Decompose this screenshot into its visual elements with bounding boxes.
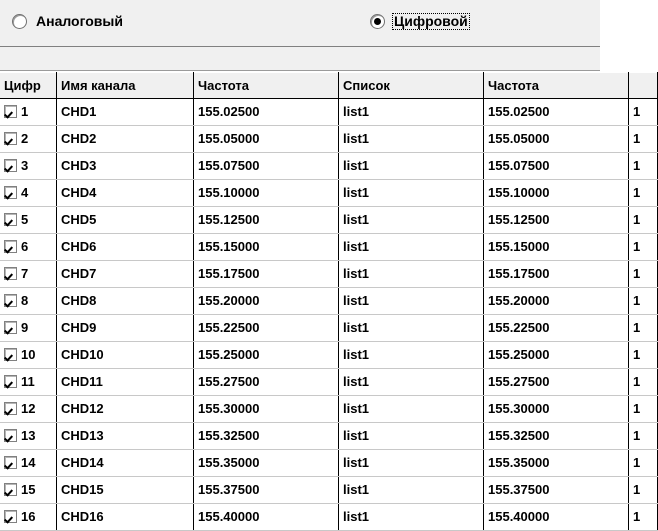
cell-frequency-2[interactable]: 155.05000 — [484, 126, 629, 153]
cell-digit[interactable] — [0, 234, 57, 261]
cell-extra[interactable]: 1 — [629, 261, 658, 288]
cell-digit[interactable] — [0, 126, 57, 153]
cell-frequency[interactable]: 155.07500 — [194, 153, 339, 180]
cell-frequency[interactable]: 155.12500 — [194, 207, 339, 234]
cell-extra[interactable]: 1 — [629, 369, 658, 396]
table-row[interactable] — [0, 261, 658, 288]
row-checkbox[interactable] — [4, 240, 17, 253]
cell-list[interactable]: list1 — [339, 261, 484, 288]
cell-frequency-2[interactable]: 155.12500 — [484, 207, 629, 234]
cell-list[interactable]: list1 — [339, 153, 484, 180]
cell-extra[interactable]: 1 — [629, 450, 658, 477]
cell-list[interactable]: list1 — [339, 288, 484, 315]
row-checkbox[interactable] — [4, 348, 17, 361]
row-number: 1 — [21, 104, 29, 119]
cell-list[interactable]: list1 — [339, 126, 484, 153]
table-row[interactable] — [0, 504, 658, 531]
cell-digit[interactable] — [0, 423, 57, 450]
cell-digit[interactable] — [0, 180, 57, 207]
radio-analog-label: Аналоговый — [36, 13, 123, 29]
radio-analog[interactable] — [12, 13, 125, 30]
cell-extra[interactable]: 1 — [629, 423, 658, 450]
cell-channel-name[interactable]: CHD3 — [57, 153, 194, 180]
cell-extra[interactable]: 1 — [629, 180, 658, 207]
cell-channel-name[interactable]: CHD4 — [57, 180, 194, 207]
cell-digit[interactable] — [0, 369, 57, 396]
cell-frequency[interactable]: 155.10000 — [194, 180, 339, 207]
cell-channel-name[interactable]: CHD11 — [57, 369, 194, 396]
cell-list[interactable]: list1 — [339, 234, 484, 261]
row-number: 2 — [21, 131, 29, 146]
cell-frequency[interactable]: 155.20000 — [194, 288, 339, 315]
cell-extra[interactable]: 1 — [629, 153, 658, 180]
table-row[interactable] — [0, 153, 658, 180]
cell-list[interactable]: list1 — [339, 396, 484, 423]
cell-frequency[interactable]: 155.32500 — [194, 423, 339, 450]
row-number: 12 — [21, 401, 36, 416]
radio-digital-circle-icon[interactable] — [370, 14, 385, 29]
cell-frequency-2[interactable]: 155.15000 — [484, 234, 629, 261]
row-number: 11 — [21, 374, 35, 389]
table-row[interactable] — [0, 180, 658, 207]
cell-frequency[interactable]: 155.22500 — [194, 315, 339, 342]
row-checkbox[interactable] — [4, 321, 17, 334]
cell-channel-name[interactable]: CHD9 — [57, 315, 194, 342]
cell-frequency[interactable]: 155.17500 — [194, 261, 339, 288]
mode-selector-bar — [0, 0, 600, 47]
cell-extra[interactable]: 1 — [629, 207, 658, 234]
cell-channel-name[interactable]: CHD1 — [57, 99, 194, 126]
cell-frequency-2[interactable]: 155.25000 — [484, 342, 629, 369]
cell-list[interactable]: list1 — [339, 450, 484, 477]
cell-digit[interactable] — [0, 450, 57, 477]
row-checkbox[interactable] — [4, 267, 17, 280]
row-number: 13 — [21, 428, 36, 443]
cell-frequency-2[interactable]: 155.27500 — [484, 369, 629, 396]
radio-digital[interactable] — [370, 13, 470, 30]
cell-frequency-2[interactable]: 155.30000 — [484, 396, 629, 423]
cell-frequency[interactable]: 155.05000 — [194, 126, 339, 153]
row-number: 3 — [21, 158, 29, 173]
cell-frequency-2[interactable]: 155.35000 — [484, 450, 629, 477]
cell-channel-name[interactable]: CHD2 — [57, 126, 194, 153]
cell-extra[interactable]: 1 — [629, 126, 658, 153]
cell-extra[interactable]: 1 — [629, 342, 658, 369]
cell-frequency-2[interactable]: 155.32500 — [484, 423, 629, 450]
cell-list[interactable]: list1 — [339, 207, 484, 234]
row-number: 5 — [21, 212, 29, 227]
cell-channel-name[interactable]: CHD6 — [57, 234, 194, 261]
cell-extra[interactable]: 1 — [629, 396, 658, 423]
cell-extra[interactable]: 1 — [629, 288, 658, 315]
table-row[interactable] — [0, 477, 658, 504]
row-checkbox[interactable] — [4, 186, 17, 199]
row-number: 4 — [21, 185, 29, 200]
cell-extra[interactable]: 1 — [629, 504, 658, 531]
table-row[interactable] — [0, 207, 658, 234]
row-checkbox[interactable] — [4, 510, 17, 523]
row-checkbox[interactable] — [4, 456, 17, 469]
row-number: 15 — [21, 482, 36, 497]
table-row[interactable] — [0, 288, 658, 315]
cell-digit[interactable] — [0, 288, 57, 315]
row-number: 10 — [21, 347, 36, 362]
cell-channel-name[interactable]: CHD8 — [57, 288, 194, 315]
cell-list[interactable]: list1 — [339, 369, 484, 396]
cell-frequency-2[interactable]: 155.07500 — [484, 153, 629, 180]
cell-channel-name[interactable]: CHD13 — [57, 423, 194, 450]
cell-frequency-2[interactable]: 155.40000 — [484, 504, 629, 531]
cell-frequency-2[interactable]: 155.17500 — [484, 261, 629, 288]
row-number: 14 — [21, 455, 36, 470]
cell-channel-name[interactable]: CHD5 — [57, 207, 194, 234]
row-number: 6 — [21, 239, 29, 254]
row-number: 7 — [21, 266, 29, 281]
column-header-frequency[interactable]: Частота — [194, 73, 339, 99]
table-body — [0, 99, 658, 531]
cell-channel-name[interactable]: CHD16 — [57, 504, 194, 531]
row-checkbox[interactable] — [4, 159, 17, 172]
table-row[interactable] — [0, 99, 658, 126]
row-checkbox[interactable] — [4, 402, 17, 415]
table-row[interactable] — [0, 423, 658, 450]
cell-frequency[interactable]: 155.02500 — [194, 99, 339, 126]
cell-channel-name[interactable]: CHD14 — [57, 450, 194, 477]
column-header-list[interactable]: Список — [339, 73, 484, 99]
cell-list[interactable]: list1 — [339, 342, 484, 369]
cell-frequency[interactable]: 155.35000 — [194, 450, 339, 477]
channel-table-container[interactable] — [0, 71, 641, 524]
table-row[interactable] — [0, 396, 658, 423]
cell-list[interactable]: list1 — [339, 423, 484, 450]
column-header-channel-name[interactable]: Имя канала — [57, 73, 194, 99]
toolbar-strip — [0, 47, 600, 71]
row-checkbox[interactable] — [4, 483, 17, 496]
cell-digit[interactable] — [0, 477, 57, 504]
cell-digit[interactable] — [0, 207, 57, 234]
row-checkbox[interactable] — [4, 132, 17, 145]
cell-extra[interactable]: 1 — [629, 477, 658, 504]
cell-channel-name[interactable]: CHD10 — [57, 342, 194, 369]
table-row[interactable] — [0, 342, 658, 369]
cell-extra[interactable]: 1 — [629, 315, 658, 342]
cell-frequency[interactable]: 155.40000 — [194, 504, 339, 531]
cell-extra[interactable]: 1 — [629, 234, 658, 261]
cell-list[interactable]: list1 — [339, 99, 484, 126]
table-row[interactable] — [0, 126, 658, 153]
cell-digit[interactable] — [0, 504, 57, 531]
cell-frequency[interactable]: 155.15000 — [194, 234, 339, 261]
cell-digit[interactable] — [0, 342, 57, 369]
cell-list[interactable]: list1 — [339, 477, 484, 504]
channel-table — [0, 72, 658, 531]
table-header-row — [0, 73, 658, 99]
cell-frequency-2[interactable]: 155.37500 — [484, 477, 629, 504]
cell-list[interactable]: list1 — [339, 504, 484, 531]
cell-frequency[interactable]: 155.27500 — [194, 369, 339, 396]
cell-digit[interactable] — [0, 99, 57, 126]
table-row[interactable] — [0, 234, 658, 261]
cell-digit[interactable] — [0, 396, 57, 423]
row-checkbox[interactable] — [4, 294, 17, 307]
cell-digit[interactable] — [0, 153, 57, 180]
cell-frequency[interactable]: 155.30000 — [194, 396, 339, 423]
cell-channel-name[interactable]: CHD12 — [57, 396, 194, 423]
column-header-frequency-2[interactable]: Частота — [484, 73, 629, 99]
row-checkbox[interactable] — [4, 375, 17, 388]
cell-list[interactable]: list1 — [339, 180, 484, 207]
cell-channel-name[interactable]: CHD15 — [57, 477, 194, 504]
row-checkbox[interactable] — [4, 213, 17, 226]
cell-frequency-2[interactable]: 155.02500 — [484, 99, 629, 126]
row-checkbox[interactable] — [4, 429, 17, 442]
cell-frequency-2[interactable]: 155.20000 — [484, 288, 629, 315]
cell-frequency-2[interactable]: 155.10000 — [484, 180, 629, 207]
row-checkbox[interactable] — [4, 105, 17, 118]
radio-digital-label: Цифровой — [394, 13, 468, 29]
cell-list[interactable]: list1 — [339, 315, 484, 342]
row-number: 9 — [21, 320, 29, 335]
cell-frequency-2[interactable]: 155.22500 — [484, 315, 629, 342]
row-number: 8 — [21, 293, 29, 308]
cell-frequency[interactable]: 155.25000 — [194, 342, 339, 369]
cell-frequency[interactable]: 155.37500 — [194, 477, 339, 504]
column-header-extra[interactable] — [629, 73, 658, 99]
table-row[interactable] — [0, 315, 658, 342]
column-header-digit[interactable]: Цифр — [0, 73, 57, 99]
cell-digit[interactable] — [0, 315, 57, 342]
table-row[interactable] — [0, 450, 658, 477]
cell-channel-name[interactable]: CHD7 — [57, 261, 194, 288]
row-number: 16 — [21, 509, 36, 524]
table-row[interactable] — [0, 369, 658, 396]
radio-analog-circle-icon[interactable] — [12, 14, 27, 29]
cell-digit[interactable] — [0, 261, 57, 288]
cell-extra[interactable]: 1 — [629, 99, 658, 126]
